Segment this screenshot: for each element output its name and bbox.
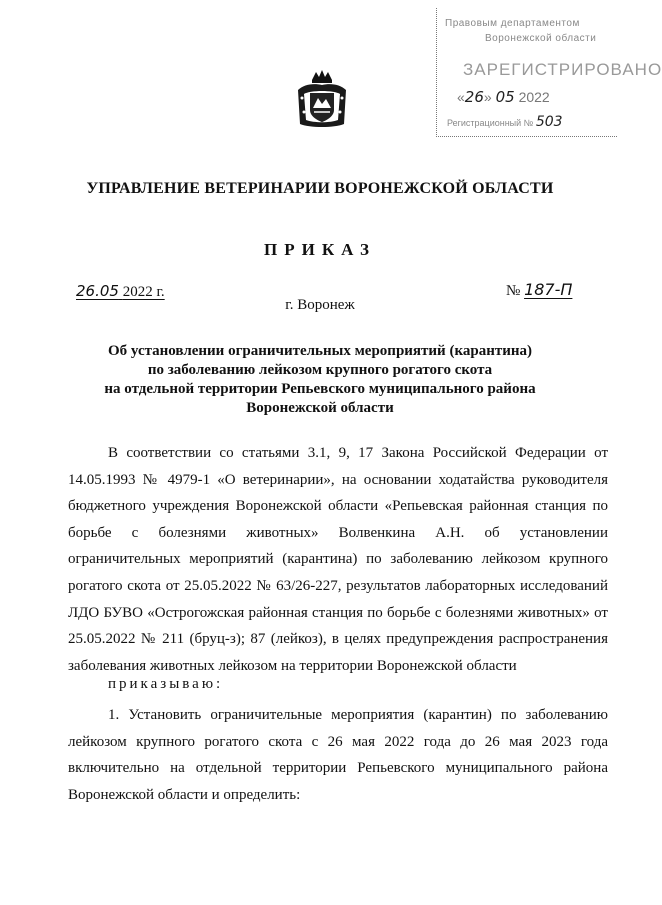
stamp-line-1: Правовым департаментом — [445, 18, 580, 29]
preamble-paragraph: В соответствии со статьями 3.1, 9, 17 Закона Российской Федерации от 14.05.1993 № 4979-1 «О ветеринарии», на основании ходатайства руководителя бюджетного учреждения Воронежской области «Репьевская районная станция по борьбе с болезнями животных» Волвенкина А.Н. об установлении ограничительных мероприятий (карантина) по заболеванию лейкозом крупного рогатого скота от 25.05.2022 № 63/26-227, результатов лабораторных исследований ЛДО БУВО «Острогожская районная станция по борьбе с болезнями животных» от 25.05.2022 № 211 (бруц-з); 87 (лейкоз), в целях предупреждения распространения заболевания животных лейкозом на территории Воронежской области — [68, 445, 608, 674]
stamp-reg-number — [447, 114, 563, 130]
order-word: приказываю: — [108, 676, 224, 692]
document-type: ПРИКАЗ — [264, 240, 376, 259]
subject-line: на отдельной территории Репьевского муниципального района — [104, 381, 536, 397]
coat-of-arms-icon — [294, 68, 350, 132]
stamp-day: 26 — [464, 88, 484, 106]
stamp-date: «26» 05 2022 — [457, 88, 550, 106]
registration-stamp — [436, 8, 662, 137]
agency-name: УПРАВЛЕНИЕ ВЕТЕРИНАРИИ ВОРОНЕЖСКОЙ ОБЛАСТИ — [86, 180, 554, 197]
stamp-year: 2022 — [518, 89, 550, 105]
stamp-registered: ЗАРЕГИСТРИРОВАНО — [463, 60, 662, 79]
order-subject — [60, 342, 580, 418]
date-year: 2022 г. — [122, 284, 165, 300]
date-handwritten: 26.05 — [76, 282, 119, 300]
stamp-month: 05 — [495, 88, 515, 106]
city: г. Воронеж — [285, 297, 355, 313]
subject-line: по заболеванию лейкозом крупного рогатого скота — [147, 362, 493, 378]
number-prefix: № — [506, 283, 521, 299]
stamp-reg-value: 503 — [535, 114, 563, 130]
number-handwritten: 187-П — [524, 280, 573, 299]
stamp-line-2: Воронежской области — [485, 33, 597, 44]
stamp-reg-label: Регистрационный № — [447, 118, 534, 128]
clause-1-paragraph: 1. Установить ограничительные мероприятия (карантин) по заболеванию лейкозом крупного рогатого скота с 26 мая 2022 года до 26 мая 2023 года включительно на отдельной территории Репьевского муниципального района Воронежской области и определить: — [68, 707, 608, 803]
subject-line: Воронежской области — [246, 400, 394, 416]
subject-line: Об установлении ограничительных мероприятий (карантина) — [107, 343, 532, 359]
